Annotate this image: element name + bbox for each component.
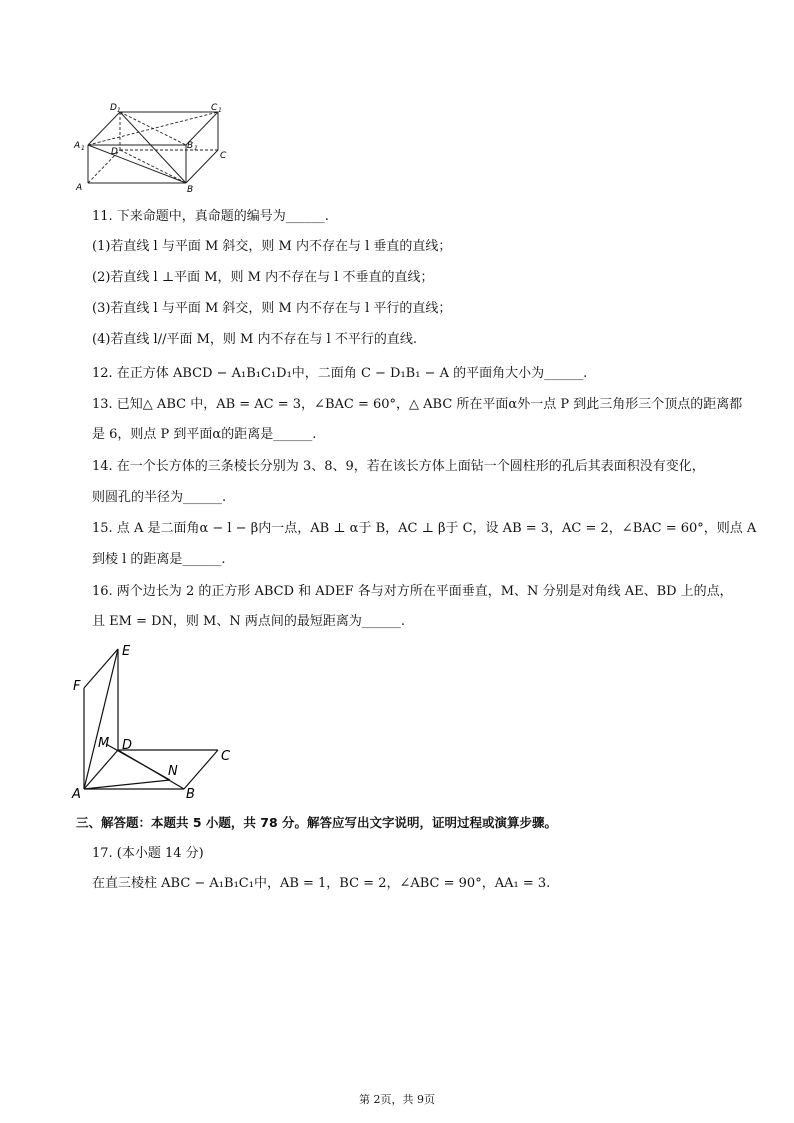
- q16-line-1: 16. 两个边长为 2 的正方形 ABCD 和 ADEF 各与对方所在平面垂直，M、N 分别是对角线 AE、BD 上的点，: [92, 584, 733, 599]
- q16-line-2: 且 EM = DN，则 M、N 两点间的最短距离为______.: [92, 614, 405, 629]
- q13-line-1: 13. 已知△ ABC 中，AB = AC = 3，∠BAC = 60°，△ ABC 所在平面α外一点 P 到此三角形三个顶点的距离都: [92, 397, 743, 412]
- section-3-heading: 三、解答题：本题共 5 小题，共 78 分。解答应写出文字说明，证明过程或演算步骤。: [76, 815, 558, 830]
- label-b2: B: [186, 787, 195, 800]
- label-c: C: [220, 151, 227, 161]
- label-d: D: [111, 147, 118, 157]
- label-b1-sub: 1: [194, 145, 198, 152]
- box-figure: [70, 98, 240, 194]
- label-a: A: [76, 183, 83, 193]
- label-a2: A: [72, 787, 81, 800]
- label-d1: D: [110, 103, 117, 113]
- q17-header: 17. (本小题 14 分): [92, 846, 204, 861]
- label-c1-sub: 1: [218, 107, 222, 114]
- label-c2: C: [221, 749, 231, 764]
- label-m: M: [98, 736, 110, 751]
- label-d2: D: [122, 738, 133, 753]
- q14-line-1: 14. 在一个长方体的三条棱长分别为 3、8、9，若在该长方体上面钻一个圆柱形的孔后其表面积没有变化，: [92, 459, 705, 474]
- page-footer: 第 2页，共 9页: [359, 1093, 435, 1106]
- q17-text: 在直三棱柱 ABC − A₁B₁C₁中，AB = 1，BC = 2，∠ABC = 90°，AA₁ = 3.: [92, 876, 551, 891]
- q13-line-2: 是 6，则点 P 到平面α的距离是______.: [92, 427, 317, 442]
- q14-line-2: 则圆孔的半径为______.: [92, 490, 227, 505]
- squares-figure: [68, 640, 248, 800]
- label-f: F: [73, 679, 81, 694]
- q11-item-3: (3)若直线 l 与平面 M 斜交，则 M 内不存在与 l 平行的直线；: [92, 301, 452, 316]
- q12: 12. 在正方体 ABCD − A₁B₁C₁D₁中，二面角 C − D₁B₁ − A 的平面角大小为______.: [92, 366, 588, 381]
- label-b1: B: [187, 141, 194, 151]
- label-n: N: [168, 764, 178, 779]
- label-a1-sub: 1: [81, 145, 85, 152]
- label-c1: C: [211, 103, 218, 113]
- label-b: B: [187, 185, 194, 194]
- q15-line-1: 15. 点 A 是二面角α − l − β内一点，AB ⊥ α于 B，AC ⊥ β于 C，设 AB = 3，AC = 2，∠BAC = 60°，则点 A: [92, 521, 757, 536]
- q11-item-4: (4)若直线 l//平面 M，则 M 内不存在与 l 不平行的直线.: [92, 332, 418, 347]
- q11-stem: 11. 下来命题中，真命题的编号为______.: [92, 209, 329, 224]
- q15-line-2: 到棱 l 的距离是______.: [92, 552, 226, 567]
- label-d1-sub: 1: [117, 107, 121, 114]
- label-a1: A: [74, 141, 81, 151]
- q11-item-2: (2)若直线 l ⊥平面 M，则 M 内不存在与 l 不垂直的直线；: [92, 270, 434, 285]
- q11-item-1: (1)若直线 l 与平面 M 斜交，则 M 内不存在与 l 垂直的直线；: [92, 239, 452, 254]
- label-e: E: [122, 644, 131, 659]
